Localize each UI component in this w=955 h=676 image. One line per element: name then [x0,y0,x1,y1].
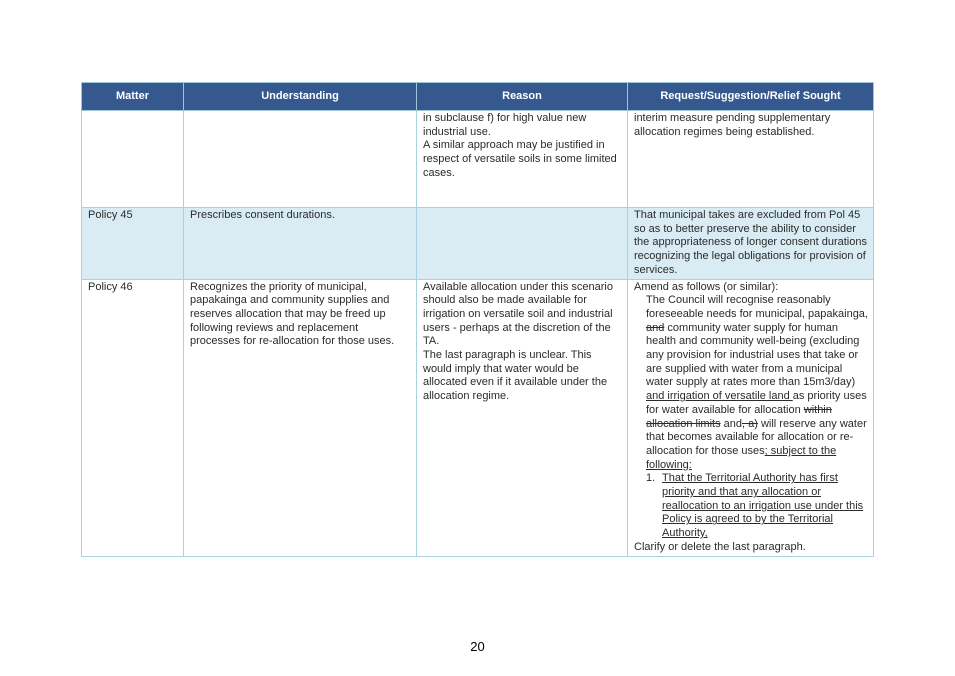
table-row [82,208,874,280]
inserted-text: ; subject to the following: [646,444,837,471]
header-matter: Matter [82,83,184,111]
table-row [82,279,874,556]
cell-request [628,279,874,556]
cell-request: interim measure pending supplementary allocation regimes being established. [628,111,874,208]
table-row [82,111,874,208]
policy-text: The Council will recognise reasonably foreseeable needs for municipal, papakainga, [646,294,868,320]
submission-table [81,82,874,557]
deleted-text: , a) [742,417,758,430]
cell-matter: Policy 46 [82,279,184,556]
header-understanding: Understanding [184,83,417,111]
cell-reason [417,111,628,208]
amended-policy-text [634,294,868,472]
cell-understanding [184,111,417,208]
header-row [82,83,874,111]
inserted-text: That the Territorial Authority has first priority and that any allocation or reallocation to an irrigation use under this Policy is agreed to by the Territorial Authority, [662,472,864,540]
item-number: 1. [646,472,656,485]
request-intro: Amend as follows (or similar): [634,280,779,293]
cell-matter [82,111,184,208]
policy-text: community water supply for human health and community well-being (excluding any provision for industrial uses that take or are supplied with water from a municipal water supply at rates more than 15m3/day) [646,321,860,389]
cell-matter: Policy 45 [82,208,184,280]
header-reason: Reason [417,83,628,111]
reason-paragraph: A similar approach may be justified in respect of versatile soils in some limited cases. [423,139,617,179]
inserted-text: and irrigation of versatile land [646,390,793,403]
policy-text: will reserve any water that becomes available for allocation or re-allocation for those uses [646,417,867,457]
cell-request: That municipal takes are excluded from Pol 45 so as to better preserve the ability to consider the appropriateness of longer consent durations recognizing the legal obligations for provision of services. [628,208,874,280]
deleted-text: within allocation limits [646,403,832,430]
reason-paragraph: in subclause f) for high value new industrial use. [423,112,587,138]
numbered-item [634,472,868,541]
reason-paragraph: The last paragraph is unclear. This would imply that water would be allocated even if it available under the allocation regime. [423,349,608,403]
request-closing: Clarify or delete the last paragraph. [634,540,806,553]
policy-text: as priority uses for water available for allocation [646,390,867,416]
deleted-text: and [646,321,665,334]
header-request: Request/Suggestion/Relief Sought [628,83,874,111]
cell-reason [417,279,628,556]
page-number: 20 [470,639,485,654]
cell-understanding: Prescribes consent durations. [184,208,417,280]
reason-paragraph: Available allocation under this scenario should also be made available for irrigation on versatile soil and industrial users - perhaps at the discretion of the TA. [423,280,613,348]
cell-reason [417,208,628,280]
policy-text: and [720,417,743,430]
cell-understanding: Recognizes the priority of municipal, papakainga and community supplies and reserves allocation that may be freed up following reviews and replacement processes for re-allocation for those uses. [184,279,417,556]
